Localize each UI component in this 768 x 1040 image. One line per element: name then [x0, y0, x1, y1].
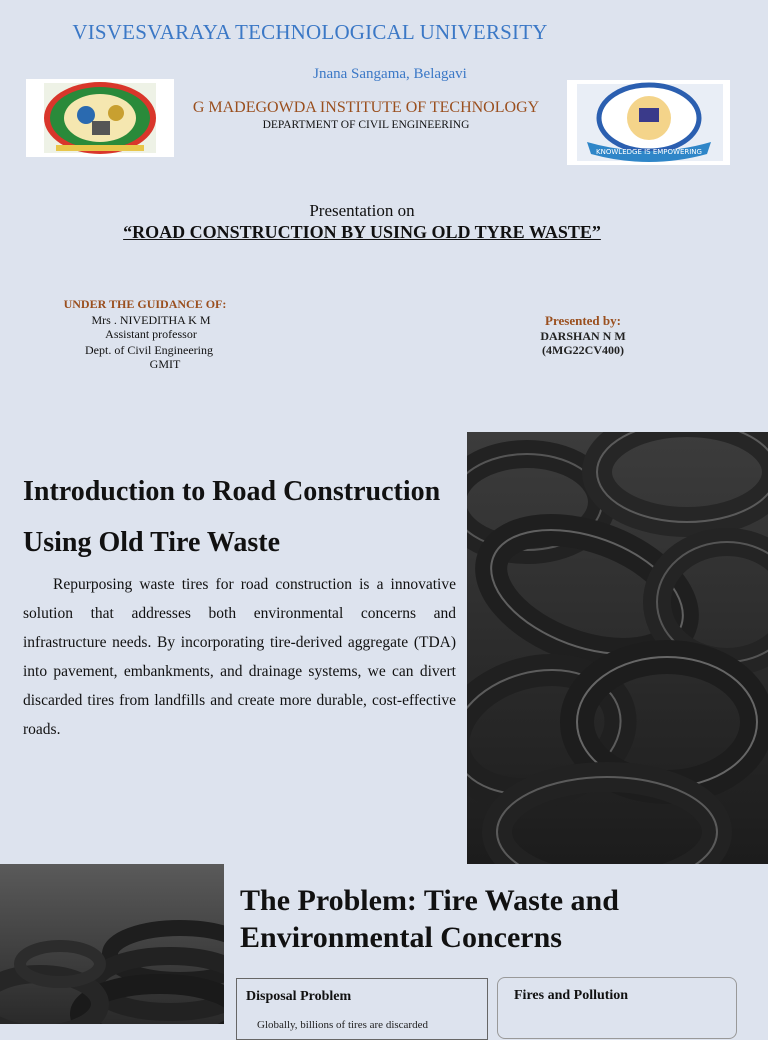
fires-pollution-card	[497, 977, 737, 1039]
guide-college: GMIT	[149, 357, 181, 371]
presentation-title: “ROAD CONSTRUCTION BY USING OLD TYRE WASTE”	[123, 222, 601, 242]
logo-motto: KNOWLEDGE IS EMPOWERING	[596, 148, 702, 156]
university-location: Jnana Sangama, Belagavi	[313, 66, 467, 82]
presenter-heading: Presented by:	[545, 313, 621, 328]
gmit-logo	[567, 80, 730, 165]
problem-title: The Problem: Tire Waste and Environmental Concerns	[240, 884, 619, 954]
disposal-problem-card	[236, 978, 488, 1040]
presentation-on-label: Presentation on	[309, 201, 415, 220]
institute-name: G MADEGOWDA INSTITUTE OF TECHNOLOGY	[192, 99, 540, 116]
presenter-name: DARSHAN N M	[540, 329, 626, 343]
guide-dept: Dept. of Civil Engineering	[85, 343, 213, 357]
guide-role: Assistant professor	[105, 327, 197, 341]
presenter-usn: (4MG22CV400)	[542, 343, 624, 357]
card-heading: Fires and Pollution	[514, 988, 629, 1003]
card-text: Globally, billions of tires are discarded	[257, 1019, 428, 1031]
intro-body: Repurposing waste tires for road construction is a innovative solution that addresses both environmental concerns and infrastructure needs. By incorporating tire-derived aggregate (TDA) into pavement, embankments, and drainage systems, we can divert discarded tires from landfills and create more durable, cost-effective roads.	[23, 576, 456, 738]
department-name: DEPARTMENT OF CIVIL ENGINEERING	[262, 119, 470, 131]
guidance-heading: UNDER THE GUIDANCE OF:	[63, 297, 227, 311]
tire-pile-image	[467, 432, 768, 864]
guide-name: Mrs . NIVEDITHA K M	[91, 313, 211, 327]
tire-stack-image	[0, 864, 224, 1024]
intro-title: Introduction to Road Construction Using Old Tire Waste	[23, 476, 441, 558]
vtu-logo	[26, 79, 174, 157]
card-heading: Disposal Problem	[246, 989, 352, 1004]
university-name: VISVESVARAYA TECHNOLOGICAL UNIVERSITY	[72, 20, 548, 44]
